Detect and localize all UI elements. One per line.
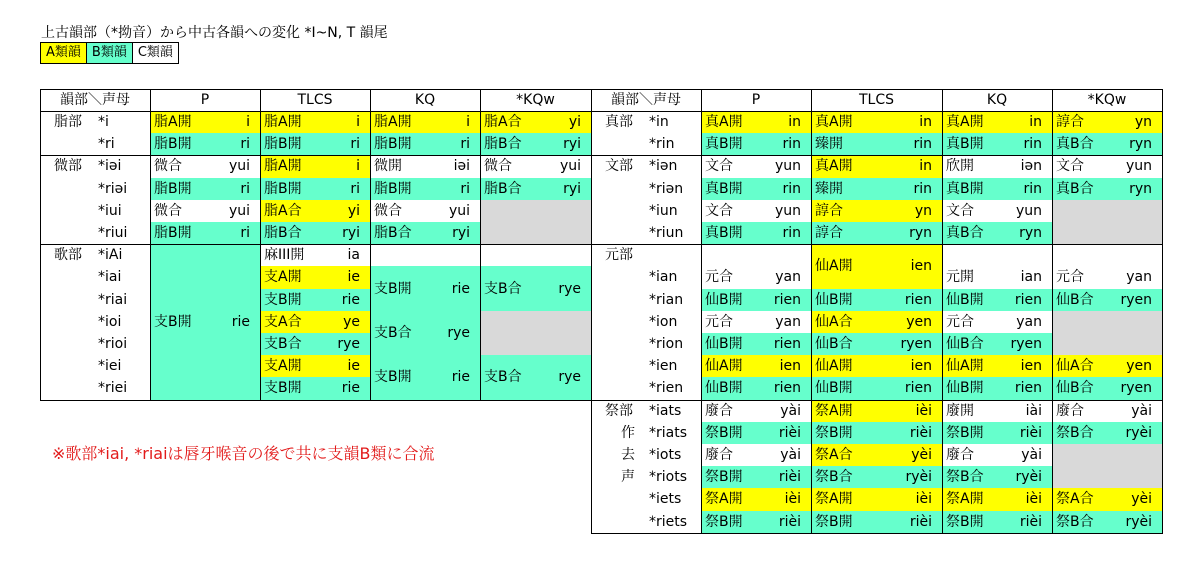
reconstruction: *riets [649,513,688,530]
column-header: 韻部＼声母 [611,92,681,108]
reading-label: yi [568,114,581,131]
rime-label: 文合 [1056,158,1084,175]
reading-label: ryèi [1125,513,1152,530]
reading-label: ien [779,358,801,375]
rime-label: 祭B合 [1056,424,1094,441]
reading-label: ri [350,180,360,197]
rime-label: 真B合 [1056,180,1094,197]
table-frame [40,89,592,401]
reading-label: yài [1131,402,1152,419]
reading-label: ryn [1019,225,1042,242]
color-legend [40,42,179,64]
reconstruction: *iai [98,269,122,286]
reading-label: yài [1021,447,1042,464]
reconstruction: *iun [649,202,678,219]
reading-label: rien [773,291,801,308]
rime-label: 諄合 [815,202,843,219]
rhyme-group-name: 元部 [605,247,633,264]
reading-label: ryn [1129,136,1152,153]
reading-label: yui [448,202,470,219]
rime-label: 脂B合 [264,225,302,242]
reading-label: iəi [453,158,470,175]
column-header: 韻部＼声母 [60,92,130,108]
rime-label: 諄合 [1056,114,1084,131]
rime-label: 脂B合 [484,180,522,197]
reading-label: yan [1126,269,1152,286]
rime-label: 仙A合 [1056,358,1094,375]
rime-label: 微合 [374,202,402,219]
reading-label: ryen [1010,336,1042,353]
reading-label: ryn [909,225,932,242]
reading-label: rien [773,380,801,397]
reading-label: yui [228,158,250,175]
rime-label: 廢開 [946,402,974,419]
rhyme-group-name: 真部 [605,114,633,130]
column-header: TLCS [858,92,894,108]
reading-label: yui [228,202,250,219]
reading-label: yun [774,202,801,219]
rime-label: 脂B開 [374,136,412,153]
rime-label: 真B開 [946,136,984,153]
column-header: P [751,92,761,108]
reading-label: ryi [452,225,470,242]
reading-label: rièi [1019,513,1042,530]
reading-label: rin [913,136,932,153]
rime-label: 臻開 [815,180,843,197]
reading-label: rien [773,336,801,353]
reading-label: rin [1023,136,1042,153]
reading-label: ryen [1120,291,1152,308]
table-frame [591,89,1163,534]
reading-label: ryi [563,136,581,153]
rime-label: 祭A開 [815,491,853,508]
reading-label: rièi [909,424,932,441]
rime-label: 支B合 [264,336,302,353]
reconstruction: *iets [649,491,682,508]
reconstruction: *riun [649,225,684,241]
rime-label: 脂A合 [264,202,302,219]
column-header: *KQw [516,92,555,108]
reading-label: rin [1023,180,1042,197]
reconstruction: *iats [649,402,682,419]
reading-label: rièi [1019,424,1042,441]
reading-label: i [246,114,250,131]
reading-label: ièi [784,491,801,508]
reconstruction: *iei [98,358,122,375]
reading-label: ri [240,180,250,197]
rime-label: 元合 [1056,269,1084,286]
rime-label: 文合 [705,158,733,175]
rime-label: 真A開 [705,114,743,131]
reconstruction: *riats [649,424,688,441]
reading-label: rièi [778,469,801,486]
reconstruction: *ri [98,136,115,153]
reconstruction: *iots [649,447,682,463]
reading-label: ian [1020,269,1042,286]
footnote: ※歌部*iai, *riaiは唇牙喉音の後で共に支韻B類に合流 [52,444,435,463]
reading-label: in [919,158,932,175]
reading-label: ryèi [1015,469,1042,486]
rime-label: 脂A開 [264,114,302,131]
reading-label: rin [782,136,801,153]
reconstruction: *i [98,114,109,130]
reading-label: ryi [342,225,360,242]
rime-label: 真A開 [815,114,853,131]
rime-label: 微合 [484,158,512,175]
reading-label: ri [240,136,250,153]
reading-label: rin [782,180,801,197]
rime-label: 仙B合 [815,336,853,353]
rime-label: 支B開 [374,369,412,386]
reading-label: yn [1134,114,1152,131]
rime-label: 文合 [705,202,733,219]
reading-label: ien [1020,358,1042,375]
reconstruction: *ian [649,269,678,286]
legend-b-class: B類韻 [87,43,133,63]
reading-label: rye [558,280,581,297]
reconstruction: *riui [98,225,128,241]
reconstruction: *iəi [98,158,122,175]
rime-label: 祭B開 [946,513,984,530]
rime-label: 祭B開 [705,424,743,441]
rime-label: 脂B開 [374,180,412,197]
rime-label: 文合 [946,202,974,219]
rime-label: 諄合 [815,225,843,242]
tone-note: 去 [621,447,635,463]
rime-label: 祭B開 [815,513,853,530]
legend-a-class: A類韻 [41,43,87,63]
reading-label: rie [341,380,360,397]
rhyme-group-name: 歌部 [54,247,82,264]
rime-label: 祭A開 [946,491,984,508]
rime-label: 元合 [705,269,733,286]
reading-label: rin [913,180,932,197]
rime-label: 脂B開 [154,136,192,153]
rime-label: 仙B開 [705,336,743,353]
rime-label: 廢合 [705,447,733,464]
reading-label: yen [1126,358,1152,375]
reading-label: yan [775,269,801,286]
reading-label: rin [782,225,801,242]
rime-label: 廢合 [1056,402,1084,419]
reading-label: ri [350,136,360,153]
rime-label: 支B開 [154,313,192,330]
reading-label: ri [460,136,470,153]
rime-label: 廢合 [705,402,733,419]
rime-label: 臻開 [815,136,843,153]
reading-label: rye [558,369,581,386]
rime-label: 支B開 [374,280,412,297]
rime-label: 祭A合 [1056,491,1094,508]
rhyme-group-name: 微部 [54,158,82,175]
reading-label: yèi [911,447,932,464]
reading-label: iài [1025,402,1042,419]
tone-note: 声 [621,469,635,486]
reconstruction: *riai [98,291,128,308]
column-header: TLCS [297,92,333,108]
rime-label: 支A開 [264,358,302,375]
reconstruction: *riəi [98,180,128,197]
column-header: P [200,92,210,108]
rime-label: 祭A開 [815,402,853,419]
reconstruction: *iAi [98,247,123,264]
reading-label: rien [1014,380,1042,397]
rime-label: 麻III開 [264,247,305,264]
rime-label: 元合 [946,313,974,330]
reading-label: yui [559,158,581,175]
legend-c-class: C類韻 [133,43,178,63]
rime-label: 支B合 [484,280,522,297]
rime-label: 支B開 [264,291,302,308]
reading-label: ien [910,258,932,275]
rime-label: 祭B合 [946,469,984,486]
reading-label: ryen [900,336,932,353]
reading-label: in [919,114,932,131]
reconstruction: *rian [649,291,684,308]
rime-label: 仙B開 [705,291,743,308]
column-header: KQ [986,92,1008,108]
rime-label: 欣開 [946,158,974,175]
rime-label: 仙B合 [946,336,984,353]
rime-label: 祭B合 [815,469,853,486]
reading-label: ye [343,313,360,330]
reading-label: rie [231,313,250,330]
rime-label: 真B開 [946,180,984,197]
rime-label: 脂B合 [374,225,412,242]
reading-label: rien [904,291,932,308]
reading-label: ryèi [1125,424,1152,441]
reading-label: ri [460,180,470,197]
reading-label: rie [341,291,360,308]
reading-label: ièi [915,402,932,419]
rime-label: 支B合 [484,369,522,386]
reconstruction: *ioi [98,313,122,330]
reading-label: rièi [778,424,801,441]
rime-label: 脂B開 [154,180,192,197]
reading-label: i [356,114,360,131]
reconstruction: *rioi [98,336,128,352]
reading-label: rièi [909,513,932,530]
reconstruction: *iui [98,202,122,219]
rime-label: 祭A合 [815,447,853,464]
rime-label: 真B合 [946,225,984,242]
reading-label: iən [1020,158,1042,175]
rime-label: 真B開 [705,180,743,197]
reconstruction: *rin [649,136,675,153]
rime-label: 微合 [154,202,182,219]
rime-label: 脂A開 [154,114,192,131]
rime-label: 祭B合 [1056,513,1094,530]
rime-label: 廢合 [946,447,974,464]
reading-label: ryi [563,180,581,197]
reading-label: rye [337,336,360,353]
rime-label: 元合 [705,313,733,330]
rime-label: 真A開 [815,158,853,175]
page-title: 上古韻部（*拗音）から中古各韻への変化 *I~N, T 韻尾 [41,25,388,41]
reading-label: rien [904,380,932,397]
rime-label: 仙B合 [1056,291,1094,308]
rime-label: 仙B合 [1056,380,1094,397]
rime-label: 祭B開 [705,513,743,530]
rime-label: 元開 [946,269,974,286]
rime-label: 仙A開 [946,358,984,375]
reading-label: ie [347,269,360,286]
rime-label: 脂A開 [264,158,302,175]
reading-label: yèi [1131,491,1152,508]
reading-label: ri [240,225,250,242]
reading-label: yi [347,202,360,219]
reading-label: ryen [1120,380,1152,397]
rime-label: 支B開 [264,380,302,397]
reading-label: yài [780,402,801,419]
rime-label: 祭B開 [815,424,853,441]
column-header: KQ [414,92,436,108]
reading-label: yun [1125,158,1152,175]
reading-label: yan [775,313,801,330]
rime-label: 真A開 [946,114,984,131]
reading-label: ia [347,247,360,264]
rime-label: 脂B開 [264,180,302,197]
rime-label: 祭B開 [705,469,743,486]
rime-label: 脂A合 [484,114,522,131]
reading-label: in [788,114,801,131]
reading-label: ie [347,358,360,375]
reading-label: yun [774,158,801,175]
reading-label: ryn [1129,180,1152,197]
reading-label: yen [906,313,932,330]
rhyme-group-name: 文部 [605,158,633,175]
reconstruction: *in [649,114,669,130]
reading-label: rien [1014,291,1042,308]
reading-label: rie [451,280,470,297]
reconstruction: *iən [649,158,678,175]
reading-label: rie [451,369,470,386]
rime-label: 脂B開 [264,136,302,153]
reconstruction: *ion [649,313,678,330]
rime-label: 仙B開 [815,291,853,308]
reading-label: in [1029,114,1042,131]
rime-label: 支A合 [264,313,302,330]
rime-label: 仙A合 [815,313,853,330]
rime-label: 祭A開 [705,491,743,508]
column-header: *KQw [1087,92,1127,108]
reading-label: yài [780,447,801,464]
rime-label: 支B合 [374,324,412,341]
rhyme-group-name: 脂部 [54,114,82,130]
reading-label: i [466,114,470,131]
rime-label: 微合 [154,158,182,175]
reading-label: rye [447,324,470,341]
reconstruction: *riən [649,180,684,197]
rime-label: 脂B開 [154,225,192,242]
reconstruction: *riots [649,469,687,486]
rime-label: 仙B開 [815,380,853,397]
reading-label: yn [914,202,932,219]
rime-label: 仙A開 [705,358,743,375]
reading-label: yun [1015,202,1042,219]
reconstruction: *ien [649,358,678,375]
rime-label: 仙A開 [815,358,853,375]
rime-label: 真B開 [705,136,743,153]
rime-label: 脂A開 [374,114,412,131]
rime-label: 仙B開 [946,291,984,308]
rime-label: 真B合 [1056,136,1094,153]
rime-label: 真B開 [705,225,743,242]
rime-label: 仙B開 [705,380,743,397]
reading-label: ièi [1025,491,1042,508]
rime-label: 仙B開 [946,380,984,397]
reconstruction: *rion [649,336,684,352]
rime-label: 微開 [374,158,402,175]
reconstruction: *riei [98,380,128,397]
reconstruction: *rien [649,380,684,397]
rime-label: 脂B合 [484,136,522,153]
rhyme-group-name: 祭部 [605,402,633,419]
tone-note: 作 [621,424,635,441]
reading-label: rièi [778,513,801,530]
reading-label: ièi [915,491,932,508]
rime-label: 支A開 [264,269,302,286]
rime-label: 祭B開 [946,424,984,441]
reading-label: i [356,158,360,175]
reading-label: ien [910,358,932,375]
reading-label: yan [1016,313,1042,330]
rime-label: 仙A開 [815,258,853,275]
reading-label: ryèi [905,469,932,486]
